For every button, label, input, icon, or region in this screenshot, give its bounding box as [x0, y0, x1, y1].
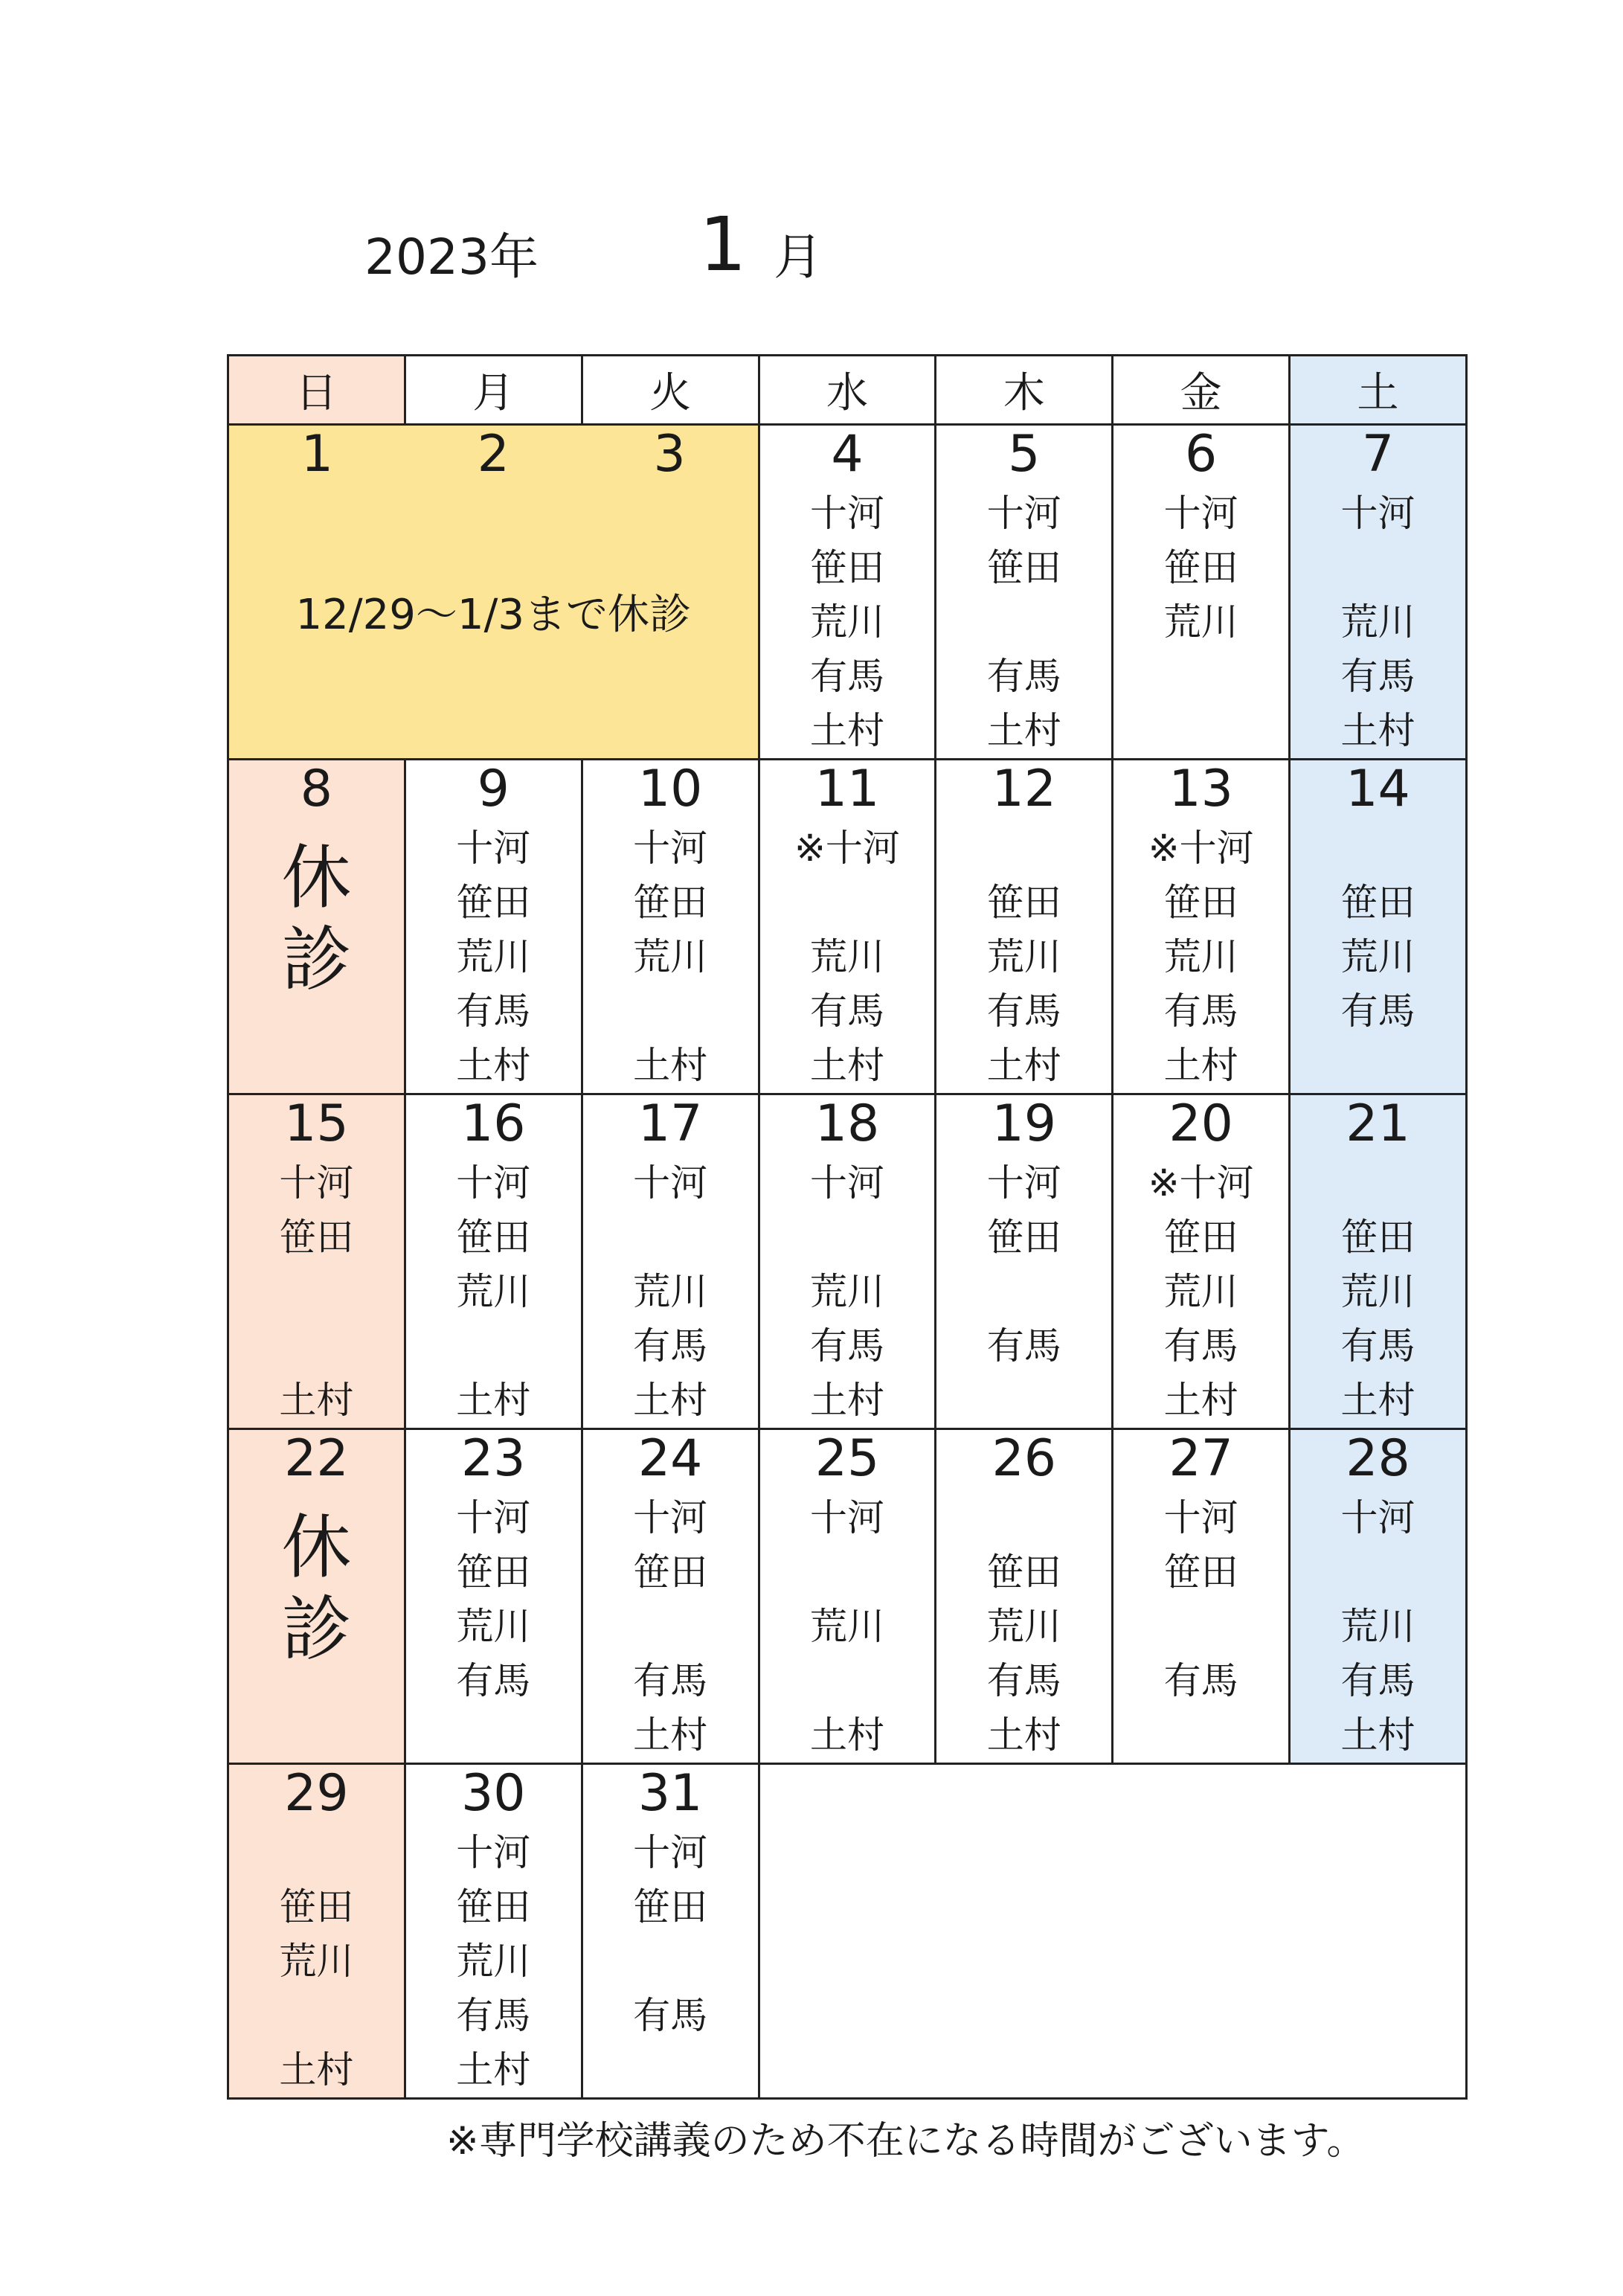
day-number: 24 [637, 1429, 703, 1488]
day-cell [228, 1764, 405, 2099]
doctor-name: 笹田 [1340, 881, 1415, 924]
day-number: 1 [301, 425, 334, 484]
day-number: 8 [300, 760, 333, 818]
day-cell [936, 425, 1113, 760]
day-cell [936, 1094, 1113, 1429]
doctor-name: 有馬 [1340, 655, 1415, 698]
day-cell [1290, 1429, 1467, 1764]
day-number: 28 [1346, 1429, 1410, 1488]
doctor-name: 笹田 [1163, 1216, 1238, 1259]
doctor-name [406, 1319, 581, 1373]
doctor-name [406, 1708, 581, 1763]
doctor-name [936, 1491, 1111, 1545]
day-cell [759, 1094, 936, 1429]
doctor-name: 有馬 [809, 655, 884, 698]
doctor-name: 有馬 [1163, 1659, 1238, 1702]
doctor-name: 土村 [633, 1713, 708, 1757]
doctor-name [936, 821, 1111, 876]
doctor-name: 荒川 [456, 1940, 531, 1983]
day-number: 30 [461, 1764, 526, 1823]
day-number: 29 [284, 1764, 349, 1823]
day-cell [582, 760, 759, 1094]
doctor-name: 笹田 [456, 1216, 531, 1259]
doctor-name: 十河 [809, 1496, 884, 1539]
doctor-name: 笹田 [809, 546, 884, 589]
doctor-name: 笹田 [456, 1551, 531, 1594]
doctor-name [1291, 541, 1465, 595]
day-cell [405, 760, 582, 1094]
doctor-name [760, 876, 935, 930]
day-number: 27 [1169, 1429, 1233, 1488]
weekday-header: 水 [759, 356, 936, 425]
doctor-name: 十河 [1340, 1496, 1415, 1539]
day-cell [759, 760, 936, 1094]
doctor-name: 笹田 [633, 1885, 708, 1928]
day-number: 4 [831, 425, 864, 484]
calendar-title [0, 201, 1623, 298]
doctor-name: 荒川 [1340, 935, 1415, 978]
doctor-name: 有馬 [809, 1324, 884, 1367]
doctor-name: 土村 [279, 1379, 354, 1422]
doctor-name: 笹田 [986, 1216, 1061, 1259]
week-row [228, 1094, 1467, 1429]
day-cell [1113, 1429, 1290, 1764]
day-number: 3 [653, 425, 686, 484]
week-row [228, 760, 1467, 1094]
doctor-name: 十河 [633, 1496, 708, 1539]
day-cell [405, 1429, 582, 1764]
doctor-name: 土村 [809, 1044, 884, 1087]
doctor-name: 十河 [1163, 1496, 1238, 1539]
day-cell [1290, 760, 1467, 1094]
day-number: 11 [814, 760, 880, 818]
day-cell [582, 1764, 759, 2099]
doctor-name: ※十河 [794, 827, 900, 870]
day-number: 6 [1185, 425, 1218, 484]
doctor-name [1113, 1600, 1288, 1654]
doctor-name: 荒川 [986, 1605, 1061, 1648]
day-number: 9 [477, 760, 510, 818]
doctor-name: 笹田 [986, 546, 1061, 589]
doctor-name: 十河 [809, 492, 884, 535]
doctor-name: 有馬 [986, 1324, 1061, 1367]
doctor-name: 有馬 [456, 990, 531, 1033]
doctor-name: 土村 [1340, 709, 1415, 752]
doctor-name: 荒川 [1340, 1270, 1415, 1313]
day-number: 17 [637, 1094, 703, 1153]
doctor-name [229, 1265, 404, 1319]
doctor-name [229, 1826, 404, 1880]
day-cell [1113, 425, 1290, 760]
doctor-name: 荒川 [633, 1270, 708, 1313]
doctor-name: 土村 [633, 1379, 708, 1422]
doctor-name: 荒川 [1163, 1270, 1238, 1313]
doctor-name: 土村 [456, 1044, 531, 1087]
footnote: ※専門学校講義のため不在になる時間がございます。 [446, 2119, 1366, 2164]
doctor-name: 有馬 [986, 655, 1061, 698]
doctor-name: 荒川 [633, 935, 708, 978]
doctor-name: 土村 [279, 2048, 354, 2091]
doctor-name [1291, 1545, 1465, 1600]
doctor-name: 荒川 [809, 1270, 884, 1313]
doctor-name [229, 1989, 404, 2043]
doctor-name [1291, 1156, 1465, 1210]
weekday-header: 月 [405, 356, 582, 425]
doctor-name [936, 1265, 1111, 1319]
closed-notice: 休診 [281, 1507, 352, 1670]
doctor-name: 有馬 [1340, 990, 1415, 1033]
doctor-name: 有馬 [456, 1659, 531, 1702]
doctor-name: 有馬 [1340, 1324, 1415, 1367]
day-cell [405, 1094, 582, 1429]
doctor-name: 有馬 [1163, 990, 1238, 1033]
day-number: 25 [814, 1429, 880, 1488]
title-month-label: 月 [774, 228, 823, 286]
doctor-name: 十河 [456, 1496, 531, 1539]
doctor-name: 有馬 [1340, 1659, 1415, 1702]
doctor-name: 十河 [986, 1161, 1061, 1205]
doctor-name: 十河 [456, 827, 531, 870]
doctor-name: 荒川 [986, 935, 1061, 978]
day-number: 12 [992, 760, 1057, 818]
doctor-name: 土村 [1163, 1379, 1238, 1422]
doctor-name: 荒川 [809, 1605, 884, 1648]
doctor-name [1113, 650, 1288, 704]
doctor-name: 十河 [456, 1161, 531, 1205]
doctor-name: 笹田 [456, 1885, 531, 1928]
doctor-name: 有馬 [986, 1659, 1061, 1702]
doctor-name: 土村 [986, 1713, 1061, 1757]
closed-notice: 休診 [281, 838, 352, 1001]
doctor-name: 有馬 [633, 1994, 708, 2037]
doctor-name [936, 1373, 1111, 1428]
doctor-name [760, 1654, 935, 1708]
doctor-name: 荒川 [1340, 1605, 1415, 1648]
doctor-name: 笹田 [1163, 1551, 1238, 1594]
day-cell [759, 425, 936, 760]
day-cell [582, 1094, 759, 1429]
day-cell [936, 1429, 1113, 1764]
day-cell [228, 1429, 405, 1764]
doctor-name: ※十河 [1148, 1161, 1254, 1205]
day-number: 16 [461, 1094, 526, 1153]
day-cell [228, 1094, 405, 1429]
week-row [228, 1429, 1467, 1764]
day-cell [1290, 1094, 1467, 1429]
doctor-name [1113, 704, 1288, 758]
doctor-name: 笹田 [1163, 546, 1238, 589]
doctor-name: 十河 [633, 1831, 708, 1874]
doctor-name: 十河 [279, 1161, 354, 1205]
doctor-name: 十河 [456, 1831, 531, 1874]
doctor-name: 有馬 [986, 990, 1061, 1033]
doctor-name: 有馬 [809, 990, 884, 1033]
doctor-name: 十河 [809, 1161, 884, 1205]
doctor-name: 笹田 [1340, 1216, 1415, 1259]
day-number: 7 [1361, 425, 1395, 484]
doctor-name: 笹田 [456, 881, 531, 924]
doctor-name: 十河 [633, 1161, 708, 1205]
week-row [228, 425, 1467, 760]
doctor-name: 十河 [633, 827, 708, 870]
doctor-name: 有馬 [1163, 1324, 1238, 1367]
holiday-notice: 12/29～1/3まで休診 [295, 591, 692, 639]
doctor-name: 土村 [1163, 1044, 1238, 1087]
doctor-name: 荒川 [456, 1605, 531, 1648]
day-number: 23 [461, 1429, 526, 1488]
doctor-name [936, 595, 1111, 650]
calendar-table [227, 354, 1468, 2100]
day-cell [1113, 760, 1290, 1094]
doctor-name: 荒川 [456, 1270, 531, 1313]
weekday-header: 日 [228, 356, 405, 425]
doctor-name: 笹田 [279, 1885, 354, 1928]
doctor-name [1291, 821, 1465, 876]
day-number: 26 [992, 1429, 1057, 1488]
day-number: 5 [1008, 425, 1041, 484]
empty-cell [759, 1764, 1466, 2099]
week-row [228, 1764, 1467, 2099]
doctor-name: 荒川 [456, 935, 531, 978]
doctor-name: 有馬 [456, 1994, 531, 2037]
day-number: 14 [1346, 760, 1410, 818]
doctor-name: 荒川 [809, 935, 884, 978]
doctor-name: 土村 [809, 1713, 884, 1757]
day-number: 15 [284, 1094, 349, 1153]
doctor-name [583, 984, 758, 1039]
day-number: 13 [1169, 760, 1233, 818]
doctor-name: 笹田 [279, 1216, 354, 1259]
doctor-name: 笹田 [633, 1551, 708, 1594]
doctor-name: 十河 [1163, 492, 1238, 535]
doctor-name [229, 1319, 404, 1373]
day-number: 31 [637, 1764, 703, 1823]
day-number: 19 [992, 1094, 1057, 1153]
doctor-name: 有馬 [633, 1659, 708, 1702]
doctor-name: 荒川 [1340, 600, 1415, 644]
day-number: 10 [637, 760, 703, 818]
doctor-name: 有馬 [633, 1324, 708, 1367]
doctor-name: 土村 [809, 709, 884, 752]
title-year: 2023年 [364, 228, 539, 286]
doctor-name: 土村 [986, 1044, 1061, 1087]
day-number: 22 [284, 1429, 349, 1488]
weekday-header-row [228, 356, 1467, 425]
doctor-name [583, 1210, 758, 1265]
weekday-header: 火 [582, 356, 759, 425]
doctor-name: 荒川 [1163, 600, 1238, 644]
day-cell [582, 1429, 759, 1764]
day-number: 18 [814, 1094, 880, 1153]
doctor-name: 荒川 [1163, 935, 1238, 978]
day-cell [759, 1429, 936, 1764]
doctor-name: 十河 [1340, 492, 1415, 535]
doctor-name: 土村 [456, 2048, 531, 2091]
doctor-name: 土村 [1340, 1713, 1415, 1757]
day-number: 2 [477, 425, 510, 484]
doctor-name [1291, 1039, 1465, 1093]
day-number: 21 [1346, 1094, 1410, 1153]
doctor-name: 土村 [456, 1379, 531, 1422]
doctor-name: 土村 [633, 1044, 708, 1087]
day-number: 20 [1169, 1094, 1233, 1153]
doctor-name [583, 1934, 758, 1989]
doctor-name: 笹田 [986, 881, 1061, 924]
weekday-header: 土 [1290, 356, 1467, 425]
holiday-cell [228, 425, 759, 760]
doctor-name: 十河 [986, 492, 1061, 535]
doctor-name: 土村 [1340, 1379, 1415, 1422]
weekday-header: 金 [1113, 356, 1290, 425]
doctor-name: 笹田 [633, 881, 708, 924]
doctor-name: 荒川 [809, 600, 884, 644]
doctor-name: ※十河 [1148, 827, 1254, 870]
doctor-name [760, 1210, 935, 1265]
doctor-name: 荒川 [279, 1940, 354, 1983]
doctor-name [583, 1600, 758, 1654]
doctor-name: 笹田 [986, 1551, 1061, 1594]
weekday-header: 木 [936, 356, 1113, 425]
day-cell [1113, 1094, 1290, 1429]
title-month-number: 1 [699, 201, 747, 288]
doctor-name: 土村 [986, 709, 1061, 752]
day-cell [936, 760, 1113, 1094]
doctor-name [1113, 1708, 1288, 1763]
day-cell [405, 1764, 582, 2099]
doctor-name [760, 1545, 935, 1600]
doctor-name [583, 2043, 758, 2097]
doctor-name: 笹田 [1163, 881, 1238, 924]
day-cell [1290, 425, 1467, 760]
day-cell [228, 760, 405, 1094]
doctor-name: 土村 [809, 1379, 884, 1422]
